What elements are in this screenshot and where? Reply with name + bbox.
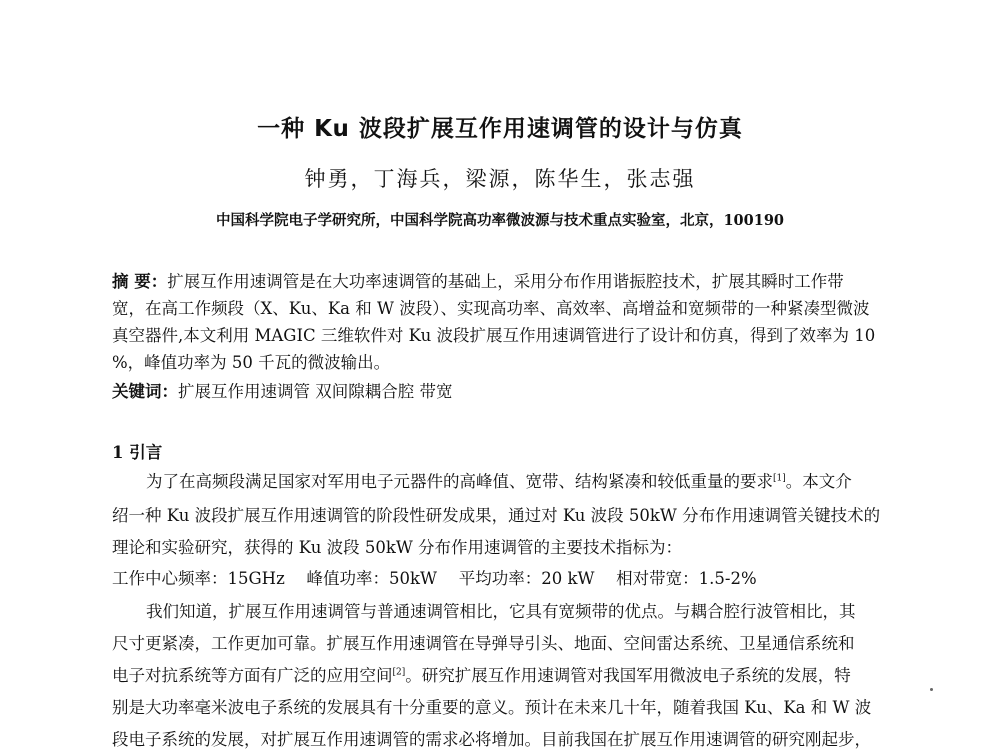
keywords-line <box>112 380 453 404</box>
intro-p2-line-5: 段电子系统的发展，对扩展互作用速调管的需求必将增加。目前我国在扩展互作用速调管的研究刚起步， <box>112 730 871 749</box>
intro-p2-text-3: 电子对抗系统等方面有广泛的应用空间 <box>112 666 393 685</box>
abstract-text-1: 扩展互作用速调管是在大功率速调管的基础上，采用分布作用谐振腔技术，扩展其瞬时工作带 <box>167 272 844 291</box>
intro-p1-text-1: 为了在高频段满足国家对军用电子元器件的高峰值、宽带、结构紧凑和较低重量的要求 <box>146 472 773 491</box>
abstract-label: 摘 要： <box>112 272 168 291</box>
affiliation: 中国科学院电子学研究所，中国科学院高功率微波源与技术重点实验室，北京，100190 <box>215 212 785 229</box>
intro-p1-line-2: 绍一种 Ku 波段扩展互作用速调管的阶段性研发成果，通过对 Ku 波段 50kW 分布作用速调管关键技术的 <box>112 506 881 525</box>
keywords-text: 扩展互作用速调管 双间隙耦合腔 带宽 <box>178 382 453 401</box>
citation-ref-1: [1] <box>773 473 786 484</box>
intro-p1-line-3: 理论和实验研究，获得的 Ku 波段 50kW 分布作用速调管的主要技术指标为： <box>112 538 683 557</box>
intro-p1-text-1-end: 。本文介 <box>785 472 852 491</box>
author-list: 钟勇，丁海兵，梁源，陈华生，张志强 <box>304 167 696 191</box>
citation-ref-2: [2] <box>392 667 406 678</box>
abstract-line-3: 真空器件,本文利用 MAGIC 三维软件对 Ku 波段扩展互作用速调管进行了设计和仿真，得到了效率为 10 <box>112 326 876 345</box>
intro-p2-line-3 <box>112 664 851 688</box>
intro-p2-line-4: 别是大功率毫米波电子系统的发展具有十分重要的意义。预计在未来几十年，随着我国 Ku、Ka 和 W 波 <box>112 698 872 717</box>
paper-title: 一种 Ku 波段扩展互作用速调管的设计与仿真 <box>257 116 743 142</box>
abstract-line-4: %，峰值功率为 50 千瓦的微波输出。 <box>112 353 391 372</box>
abstract-line-1 <box>112 270 844 294</box>
scan-speck <box>930 688 933 691</box>
abstract-line-2: 宽，在高工作频段（X、Ku、Ka 和 W 波段）、实现高功率、高效率、高增益和宽频带的一种紧凑型微波 <box>112 299 870 318</box>
spec-line: 工作中心频率：15GHz 峰值功率：50kW 平均功率：20 kW 相对带宽：1.5-2% <box>112 569 757 588</box>
intro-p2-line-2: 尺寸更紧凑，工作更加可靠。扩展互作用速调管在导弹导引头、地面、空间雷达系统、卫星通信系统和 <box>112 634 855 653</box>
intro-p2-line-1: 我们知道，扩展互作用速调管与普通速调管相比，它具有宽频带的优点。与耦合腔行波管相比，其 <box>146 602 856 621</box>
keywords-label: 关键词： <box>112 382 178 401</box>
intro-p1-line-1 <box>146 470 852 494</box>
section-heading-introduction: 1 引言 <box>112 443 163 462</box>
intro-p2-text-3-end: 。研究扩展互作用速调管对我国军用微波电子系统的发展，特 <box>405 666 851 685</box>
